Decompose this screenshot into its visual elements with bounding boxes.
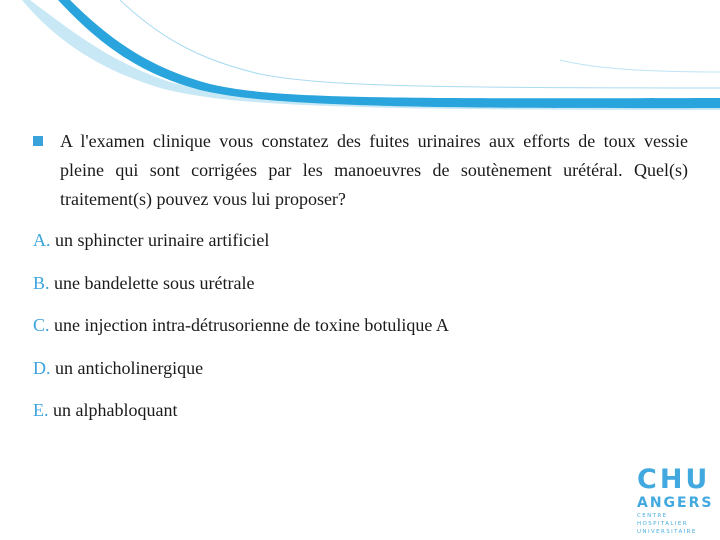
square-bullet-icon [33, 136, 43, 146]
option-d [33, 354, 673, 397]
option-text: une bandelette sous urétrale [54, 272, 255, 293]
option-e [33, 396, 673, 439]
option-letter: D. [33, 357, 51, 378]
option-text: une injection intra-détrusorienne de toxine botulique A [54, 315, 449, 335]
logo-city-text: ANGERS [637, 495, 714, 511]
logo-subtitle-line1: CENTRE HOSPITALIER [637, 513, 688, 527]
question-block [33, 127, 688, 214]
logo-chu-text: CHU [637, 464, 711, 495]
option-text: un alphabloquant [53, 400, 178, 420]
option-letter: C. [33, 315, 50, 335]
option-text: un sphincter urinaire artificiel [55, 230, 270, 250]
logo-subtitle-line2: UNIVERSITAIRE [637, 529, 697, 535]
option-letter: B. [33, 272, 50, 293]
chu-angers-logo [637, 464, 714, 535]
option-text: un anticholinergique [55, 357, 204, 378]
answer-options-list [33, 226, 673, 439]
option-letter: A. [33, 230, 51, 250]
option-a [33, 226, 673, 269]
option-letter: E. [33, 400, 49, 420]
question-text: A l'examen clinique vous constatez des fuites urinaires aux efforts de toux vessie pleine qui sont corrigées par les manoeuvres de soutènement urétéral. Quel(s) traitement(s) pouvez vous lui proposer? [60, 131, 688, 209]
header-swoosh-decoration [0, 0, 720, 120]
option-b [33, 269, 673, 312]
option-c [33, 311, 673, 354]
